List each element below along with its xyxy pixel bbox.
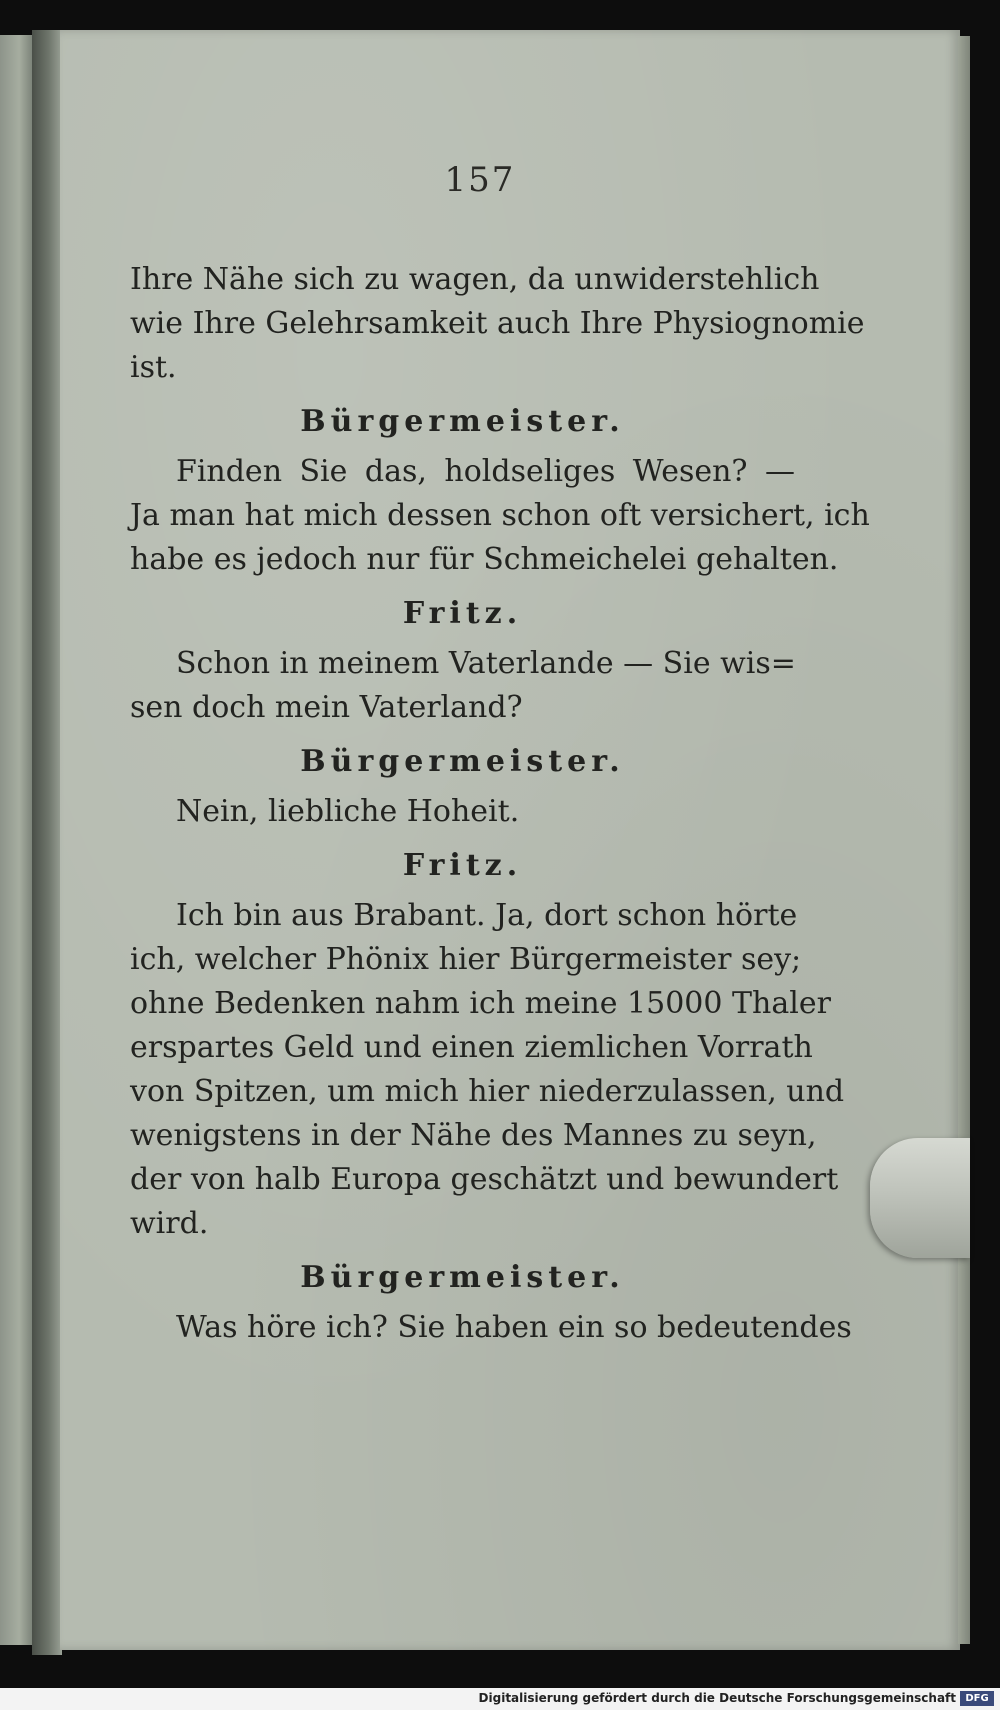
text-line: ich, welcher Phönix hier Bürgermeister sey; <box>130 942 802 977</box>
text-line: habe es jedoch nur für Schmeichelei gehalten. <box>130 542 839 577</box>
text-line: Finden Sie das, holdseliges Wesen? — <box>176 454 795 489</box>
text-line: Ich bin aus Brabant. Ja, dort schon hörte <box>176 898 798 933</box>
speaker-heading: Fritz. <box>402 848 523 883</box>
adjacent-page-edge <box>0 35 32 1645</box>
text-line: Schon in meinem Vaterlande — Sie wis= <box>176 646 796 681</box>
funding-credit: Digitalisierung gefördert durch die Deutsche Forschungsgemeinschaft <box>478 1691 956 1705</box>
dfg-logo-icon: DFG <box>960 1691 994 1706</box>
page-clip <box>870 1138 970 1258</box>
text-line: wenigstens in der Nähe des Mannes zu seyn, <box>130 1118 817 1153</box>
page-text <box>130 258 870 1350</box>
page-number: 157 <box>444 160 516 200</box>
book-gutter <box>32 30 62 1655</box>
text-line: Ihre Nähe sich zu wagen, da unwiderstehlich <box>130 262 820 297</box>
speaker-heading: Bürgermeister. <box>300 1260 625 1295</box>
text-line: wie Ihre Gelehrsamkeit auch Ihre Physiognomie <box>130 306 865 341</box>
text-line: Ja man hat mich dessen schon oft versichert, ich <box>130 498 870 533</box>
text-line: ist. <box>130 350 177 385</box>
speaker-heading: Bürgermeister. <box>300 404 625 439</box>
text-line: der von halb Europa geschätzt und bewundert <box>130 1162 839 1197</box>
text-line: Nein, liebliche Hoheit. <box>176 794 520 829</box>
text-line: Was höre ich? Sie haben ein so bedeutendes <box>176 1310 852 1345</box>
page-fore-edge <box>958 36 970 1644</box>
text-line: sen doch mein Vaterland? <box>130 690 523 725</box>
text-line: ohne Bedenken nahm ich meine 15000 Thaler <box>130 986 831 1021</box>
text-line: von Spitzen, um mich hier niederzulassen, und <box>130 1074 845 1109</box>
speaker-heading: Bürgermeister. <box>300 744 625 779</box>
text-line: wird. <box>130 1206 209 1241</box>
speaker-heading: Fritz. <box>402 596 523 631</box>
text-line: erspartes Geld und einen ziemlichen Vorrath <box>130 1030 813 1065</box>
